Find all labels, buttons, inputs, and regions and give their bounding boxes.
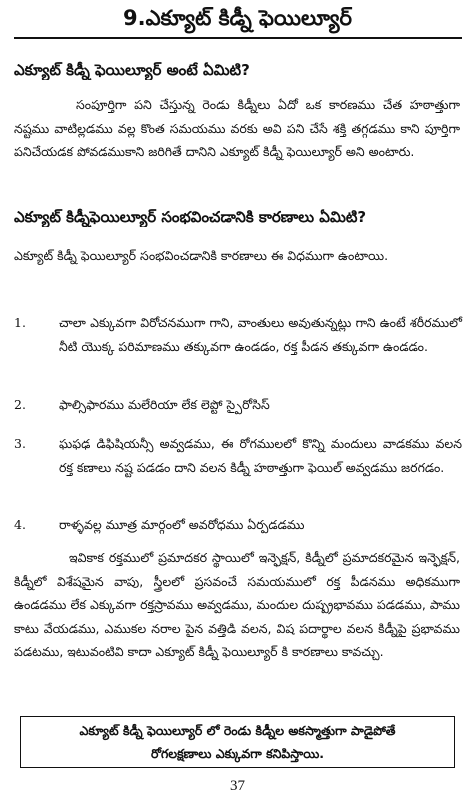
cause-text: ఫాల్సిఫారము మలేరియా లేక లెప్టో స్పైరోసిస్ [59,397,270,412]
section-heading-definition [14,60,462,80]
chapter-title: 9.ఎక్యూట్ కిడ్నీ ఫెయిల్యూర్ [123,6,352,30]
highlight-note-box [20,716,455,768]
title-divider [14,37,462,39]
cause-text: రాళ్ళవల్ల మూత్ర మార్గంలో అవరోధము ఏర్పడడము [59,517,305,532]
cause-text: ఘఫఢ డిఫిషియన్సీ అవ్వడము, ఈ రోగములలో కొన్ని మందులు వాడకము వలన రక్త కణాలు నష్ట పడడం దాని వలన కిడ్నీ హఠాత్తుగా ఫెయిల్ అవ్వడము జరగడం. [59,436,462,475]
cause-list-item [14,432,462,479]
definition-paragraph: సంపూర్తిగా పని చేస్తున్న రెండు కిడ్నీలు ఏదో ఒక కారణము చేత హఠాత్తుగా నష్టము వాటిల్లడము వల్ల కొంత సమయము వరకు అవి పని చేసే శక్తి తగ్గడము కాని పూర్తిగా పనిచేయడక పోవడముకాని జరిగితే దానిని ఎక్యూట్ కిడ్నీ ఫెయిల్యూర్ అని అంటారు. [14,97,460,159]
causes-intro-paragraph: ఎక్యూట్ కిడ్నీ ఫెయిల్యూర్ సంభవించడానికి కారణాలు ఈ విధముగా ఉంటాయి. [14,248,389,263]
section-heading-definition-text: ఎక్యూట్ కిడ్నీ ఫెయిల్యూర్ అంటే ఏమిటి? [14,61,250,80]
cause-list-item [14,393,462,417]
cause-list-item [14,513,462,537]
page-number: 37 [230,778,245,794]
cause-number: 4. [14,517,26,532]
cause-list-item [14,311,462,358]
cause-number: 3. [14,436,26,451]
section-heading-causes [14,207,462,227]
cause-number: 1. [14,315,26,330]
section-heading-causes-text: ఎక్యూట్ కిడ్నీఫెయిల్యూర్ సంభవించడానికి కారణాలు ఏమిటి? [14,208,366,227]
note-line-2: రోగలక్షణాలు ఎక్కువగా కనిపిస్తాయి. [150,746,325,761]
cause-number: 2. [14,397,26,412]
other-causes-paragraph: ఇవికాక రక్తములో ప్రమాదకర స్థాయిలో ఇన్ఫెక్షన్, కిడ్నీలో ప్రమాదకరమైన ఇన్ఫెక్షన్, కిడ్నీలో విశేషమైన వాపు, స్త్రీలలో ప్రసవంచే సమయములో రక్త పీడనము అధికముగా ఉండడము లేక ఎక్కువగా రక్తస్రావము అవ్వడము, మందుల దుష్ప్రభావము పడడము, పాము కాటు వేయడము, ఎముకల నరాల పైన వత్తిడి వలన, విష పదార్థాల వలన కిడ్నీపై ప్రభావము పడటము, ఇటువంటివి కాదా ఎక్యూట్ కిడ్నీ ఫెయిల్యూర్ కి కారణాలు కావచ్చు. [14,550,460,659]
note-line-1: ఎక్యూట్ కిడ్నీ ఫెయిల్యూర్ లో రెండు కిడ్నీల అకస్మాత్తుగా పాడైపోతే [79,723,396,738]
cause-text: చాలా ఎక్కువగా విరోచనముగా గాని, వాంతులు అవుతున్నట్లు గాని ఉంటే శరీరములో నీటి యొక్క పరిమాణము తక్కువగా ఉండడం, రక్త పీడన తక్కువగా ఉండడం. [59,315,462,354]
